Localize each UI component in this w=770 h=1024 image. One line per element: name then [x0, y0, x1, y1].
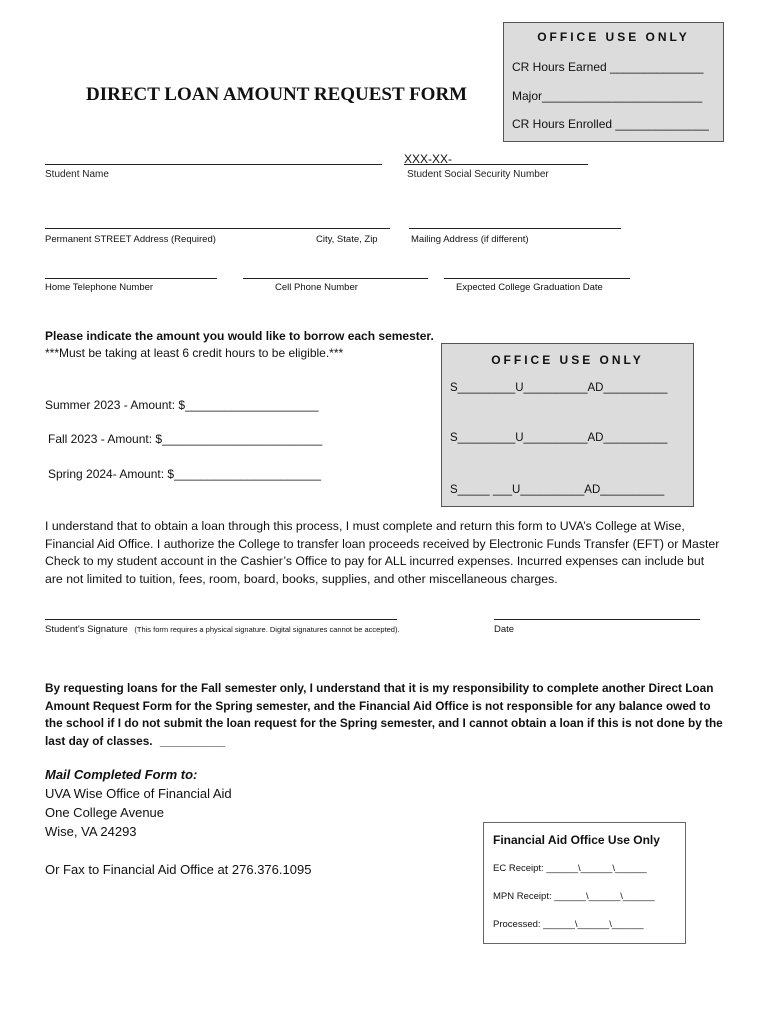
authorization-paragraph: I understand that to obtain a loan through this process, I must complete and return this form to UVA’s College at Wise, Financial Aid Office. I authorize the College to transfer loan proceeds received by Electronic Funds Transfer (EFT) or Master Check to my student account in the Cashier’s Office to pay for ALL incurred expenses. Incurred expenses can include but are not limited to tuition, fees, room, board, books, supplies, and other miscellaneous charges.	[45, 519, 720, 586]
street-address-input[interactable]	[45, 216, 390, 229]
office-row-summer: S_________U__________AD__________	[450, 382, 668, 394]
summer-amount-field[interactable]: Summer 2023 - Amount: $____________________	[45, 398, 319, 412]
city-state-zip-label: City, State, Zip	[316, 234, 378, 245]
mpn-receipt: MPN Receipt: ______\______\______	[493, 891, 655, 902]
office-use-box-top	[503, 22, 724, 142]
ssn-label: Student Social Security Number	[407, 169, 549, 180]
fall-notice	[45, 680, 725, 750]
amount-instruction: Please indicate the amount you would like to borrow each semester.	[45, 329, 434, 343]
signature-input[interactable]	[45, 607, 397, 620]
cr-hours-earned: CR Hours Earned ______________	[512, 60, 704, 74]
spring-amount-field[interactable]: Spring 2024- Amount: $______________________	[48, 467, 321, 481]
ec-receipt: EC Receipt: ______\______\______	[493, 863, 647, 874]
street-address-label: Permanent STREET Address (Required)	[45, 234, 216, 245]
office-row-fall: S_________U__________AD__________	[450, 432, 668, 444]
graduation-date-input[interactable]	[444, 266, 630, 279]
mail-heading: Mail Completed Form to:	[45, 767, 198, 782]
office-use-header-mid: OFFICE USE ONLY	[491, 353, 644, 367]
page-title: DIRECT LOAN AMOUNT REQUEST FORM	[86, 84, 468, 105]
signature-note: (This form requires a physical signature. Digital signatures cannot be accepted).	[134, 625, 400, 634]
mailing-address-label: Mailing Address (if different)	[411, 234, 529, 245]
office-row-spring: S_____ ___U__________AD__________	[450, 484, 665, 496]
graduation-date-label: Expected College Graduation Date	[456, 282, 603, 293]
fax-line: Or Fax to Financial Aid Office at 276.376.1095	[45, 862, 312, 877]
date-label: Date	[494, 624, 515, 635]
student-name-label: Student Name	[45, 169, 109, 180]
cell-phone-input[interactable]	[243, 266, 428, 279]
ssn-input[interactable]	[404, 150, 588, 165]
mail-line1: UVA Wise Office of Financial Aid	[45, 786, 232, 801]
mailing-address-input[interactable]	[409, 216, 621, 229]
fall-amount-field[interactable]: Fall 2023 - Amount: $________________________	[48, 432, 323, 446]
processed: Processed: ______\______\______	[493, 919, 644, 930]
office-use-box-mid	[441, 343, 694, 507]
home-phone-label: Home Telephone Number	[45, 282, 154, 293]
ssn-prefix: XXX-XX-	[404, 152, 453, 166]
fall-notice-text: By requesting loans for the Fall semester only, I understand that it is my responsibility to complete another Direct Loan Amount Request Form for the Spring semester, and the Financial Aid Office is not responsible for any balance owed to the school if I do not submit the loan request for the Spring semester, and I cannot obtain a loan if this is not done by the last day of classes.	[45, 681, 723, 748]
cr-hours-enrolled: CR Hours Enrolled ______________	[512, 117, 709, 131]
financial-aid-office-box	[483, 822, 686, 944]
mail-line2: One College Avenue	[45, 805, 165, 820]
cell-phone-label: Cell Phone Number	[275, 282, 358, 293]
signature-label	[45, 624, 400, 635]
major-field: Major________________________	[512, 89, 703, 103]
eligibility-note: ***Must be taking at least 6 credit hours to be eligible.***	[45, 346, 344, 360]
date-input[interactable]	[494, 607, 700, 620]
signature-label-text: Student’s Signature	[45, 624, 128, 635]
fa-office-header: Financial Aid Office Use Only	[493, 833, 660, 847]
office-use-header: OFFICE USE ONLY	[537, 30, 690, 44]
home-phone-input[interactable]	[45, 266, 217, 279]
mail-line3: Wise, VA 24293	[45, 824, 137, 839]
student-name-input[interactable]	[45, 150, 382, 165]
fall-notice-initials[interactable]: __________	[159, 733, 226, 748]
